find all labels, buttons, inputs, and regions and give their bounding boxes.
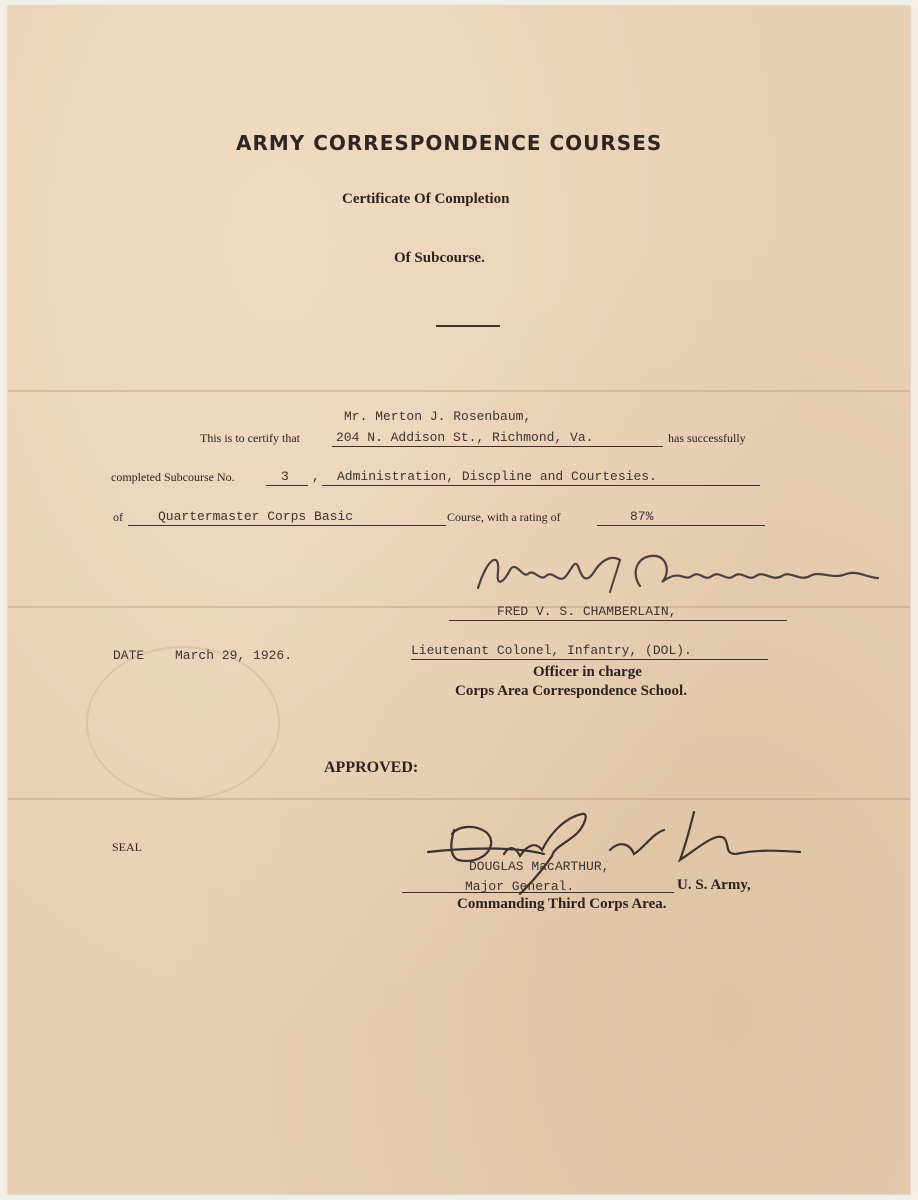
embossed-seal [86, 646, 280, 800]
certify-prefix: This is to certify that [200, 431, 300, 445]
course-rating: 87% [630, 509, 654, 524]
fold-crease-lower [8, 798, 910, 800]
subcourse-title-underline [322, 485, 760, 486]
date-value: March 29, 1926. [175, 648, 293, 663]
approved-label: APPROVED: [324, 759, 419, 776]
rating-underline [597, 525, 765, 526]
date-label: DATE [113, 648, 145, 663]
subcourse-title: Administration, Discpline and Courtesies. [337, 469, 657, 484]
course-name: Quartermaster Corps Basic [158, 509, 354, 524]
certify-suffix: has successfully [668, 431, 746, 445]
seal-label: SEAL [112, 840, 142, 854]
approver-rank-underline [402, 892, 674, 893]
officer-signature [470, 548, 890, 608]
document-subtitle-2: Of Subcourse. [394, 250, 485, 266]
recipient-address: 204 N. Addison St., Richmond, Va. [336, 430, 594, 445]
approver-command: Commanding Third Corps Area. [457, 896, 667, 912]
course-rating-label: Course, with a rating of [447, 510, 561, 524]
officer-name: FRED V. S. CHAMBERLAIN, [497, 604, 677, 619]
completed-label: completed Subcourse No. [111, 470, 235, 484]
officer-school: Corps Area Correspondence School. [455, 683, 687, 699]
approver-army: U. S. Army, [677, 877, 751, 893]
of-label: of [113, 510, 123, 524]
address-underline [332, 446, 663, 447]
officer-rank: Lieutenant Colonel, Infantry, (DOL). [411, 643, 692, 658]
officer-rank-underline [411, 659, 768, 660]
approver-name: DOUGLAS MacARTHUR, [469, 859, 610, 874]
fold-crease-upper [8, 390, 910, 392]
officer-name-underline [449, 620, 787, 621]
subcourse-comma: , [312, 469, 320, 484]
document-subtitle: Certificate Of Completion [342, 191, 510, 207]
subcourse-number: 3 [281, 469, 289, 484]
header-rule [436, 325, 500, 327]
officer-role: Officer in charge [533, 664, 642, 680]
subcourse-number-underline [266, 485, 308, 486]
document-title: ARMY CORRESPONDENCE COURSES [236, 131, 663, 155]
approver-rank: Major General. [465, 879, 575, 894]
recipient-name: Mr. Merton J. Rosenbaum, [344, 409, 532, 424]
course-name-underline [128, 525, 446, 526]
